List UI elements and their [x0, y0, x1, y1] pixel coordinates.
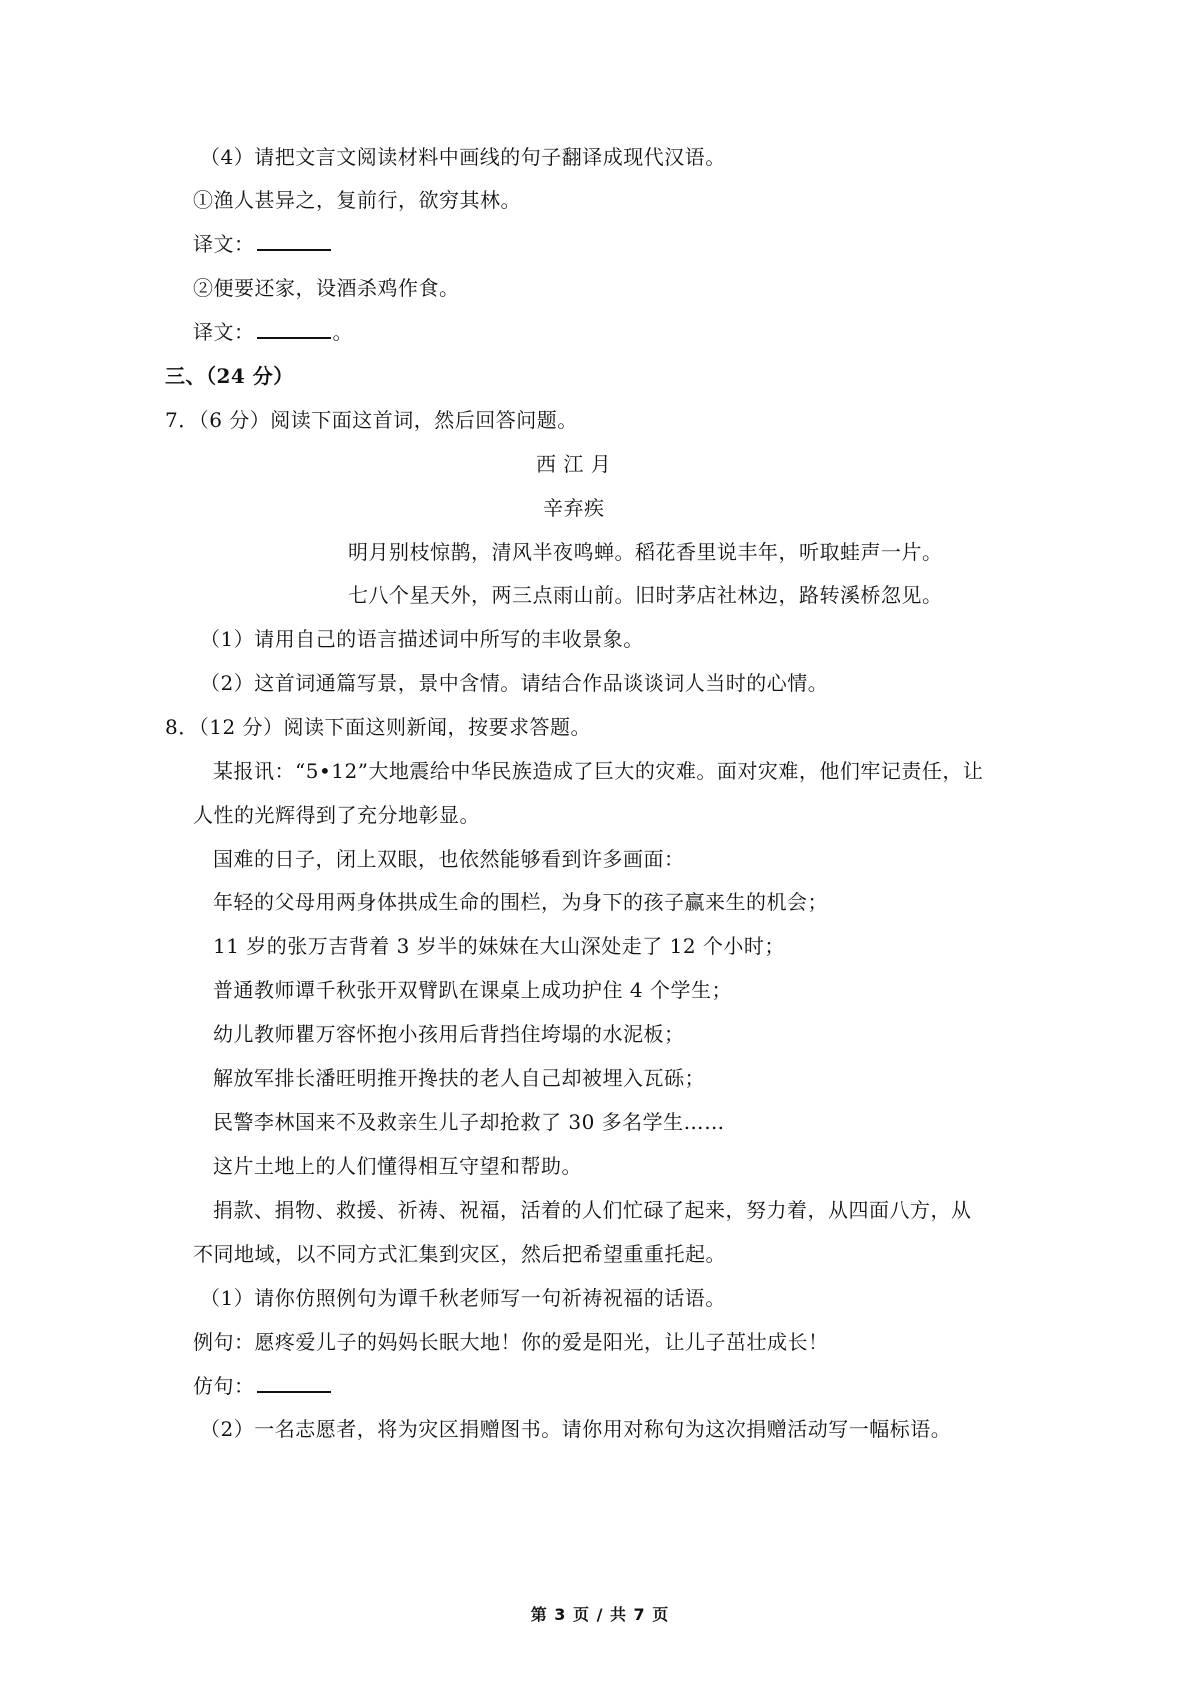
q6-4-translation-2 [193, 318, 353, 346]
news-paragraph-3: 年轻的父母用两身体拱成生命的围栏，为身下的孩子赢来生的机会； [213, 890, 828, 914]
news-paragraph-7: 解放军排长潘旺明推开搀扶的老人自己却被埋入瓦砾； [213, 1066, 705, 1090]
news-paragraph-4: 11 岁的张万吉背着 3 岁半的妹妹在大山深处走了 12 个小时； [213, 934, 785, 958]
news-paragraph-1-line-2: 人性的光辉得到了充分地彰显。 [193, 803, 480, 827]
translation-suffix: 。 [332, 320, 353, 344]
q7-sub-2: （2）这首词通篇写景，景中含情。请结合作品谈谈词人当时的心情。 [200, 671, 829, 695]
q8-sub-1: （1）请你仿照例句为谭千秋老师写一句祈祷祝福的话语。 [200, 1286, 726, 1310]
news-paragraph-8: 民警李林国来不及救亲生儿子却抢救了 30 多名学生…… [213, 1110, 725, 1134]
news-paragraph-6: 幼儿教师瞿万容怀抱小孩用后背挡住垮塌的水泥板； [213, 1022, 685, 1046]
answer-blank[interactable] [257, 1373, 331, 1393]
q6-4-prompt: （4）请把文言文阅读材料中画线的句子翻译成现代汉语。 [200, 145, 726, 169]
poem-line-2: 七八个星天外，两三点雨山前。旧时茅店社林边，路转溪桥忽见。 [348, 583, 943, 607]
section-3-heading: 三、（24 分） [165, 364, 294, 388]
news-paragraph-9: 这片土地上的人们懂得相互守望和帮助。 [213, 1154, 582, 1178]
q8-intro: 8．（12 分）阅读下面这则新闻，按要求答题。 [165, 715, 592, 739]
page-footer: 第 3 页 / 共 7 页 [530, 1605, 670, 1624]
q6-4-translation-1 [193, 230, 333, 258]
q7-intro: 7．（6 分）阅读下面这首词，然后回答问题。 [165, 408, 578, 432]
translation-label: 译文： [193, 320, 255, 344]
poem-line-1: 明月别枝惊鹊，清风半夜鸣蝉。稻花香里说丰年，听取蛙声一片。 [348, 540, 943, 564]
imitate-label: 仿句： [193, 1374, 255, 1398]
news-paragraph-2: 国难的日子，闭上双眼，也依然能够看到许多画面： [213, 847, 685, 871]
q6-4-item-2: ②便要还家，设酒杀鸡作食。 [193, 276, 460, 300]
q7-sub-1: （1）请用自己的语言描述词中所写的丰收景象。 [200, 627, 644, 651]
poem-author: 辛弃疾 [543, 496, 605, 520]
news-paragraph-10-line-1: 捐款、捐物、救援、祈祷、祝福，活着的人们忙碌了起来，努力着，从四面八方，从 [213, 1198, 972, 1222]
q8-imitate [193, 1372, 333, 1400]
q8-example: 例句：愿疼爱儿子的妈妈长眠大地！你的爱是阳光，让儿子茁壮成长！ [193, 1330, 829, 1354]
news-paragraph-10-line-2: 不同地域，以不同方式汇集到灾区，然后把希望重重托起。 [193, 1242, 726, 1266]
q6-4-item-1: ①渔人甚异之，复前行，欲穷其林。 [193, 188, 521, 212]
answer-blank[interactable] [257, 319, 331, 339]
answer-blank[interactable] [257, 231, 331, 251]
translation-label: 译文： [193, 232, 255, 256]
news-paragraph-1-line-1: 某报讯：“5•12”大地震给中华民族造成了巨大的灾难。面对灾难，他们牢记责任，让 [213, 759, 984, 783]
q8-sub-2: （2）一名志愿者，将为灾区捐赠图书。请你用对称句为这次捐赠活动写一幅标语。 [200, 1417, 952, 1441]
news-paragraph-5: 普通教师谭千秋张开双臂趴在课桌上成功护住 4 个学生； [213, 978, 732, 1002]
poem-title: 西 江 月 [536, 452, 612, 476]
